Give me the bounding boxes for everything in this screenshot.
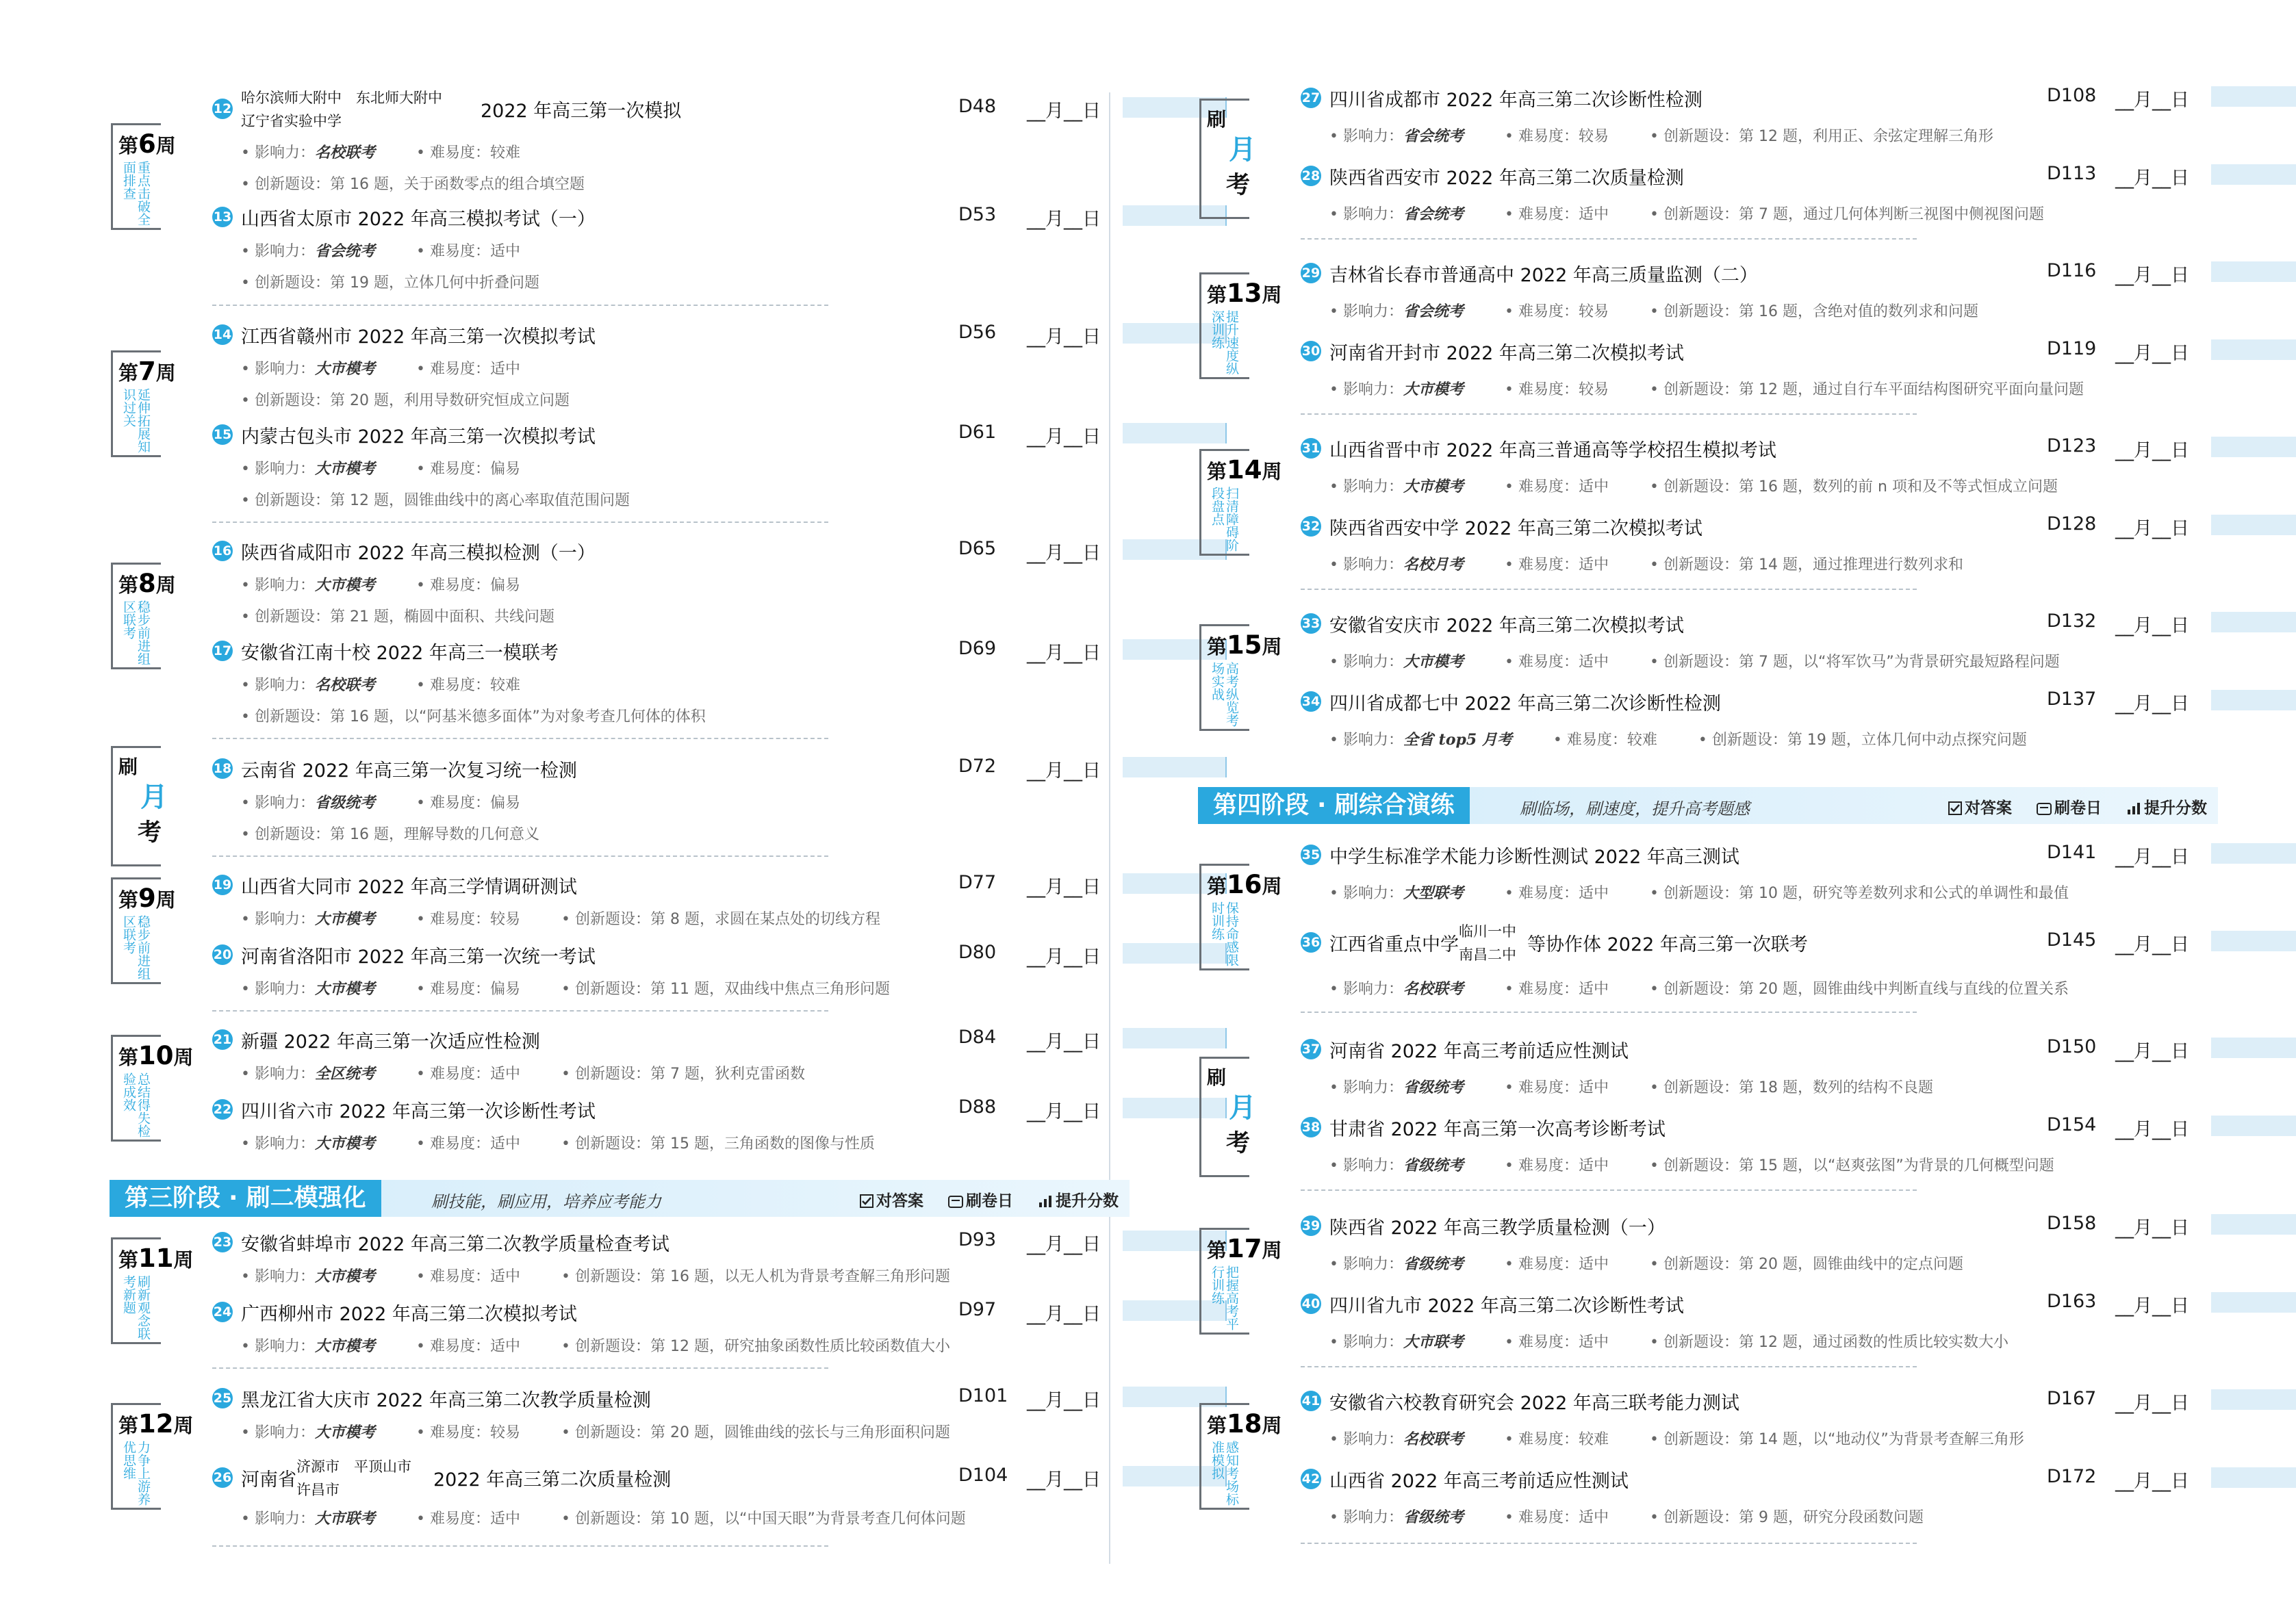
entry-title: 广西柳州市 2022 年高三第二次模拟考试 — [241, 1304, 577, 1325]
entry-number: 36 — [1301, 932, 1321, 953]
entry-page-code: D145 — [2047, 929, 2097, 951]
score-box[interactable] — [2211, 515, 2296, 535]
entry-title: 甘肃省 2022 年高三第一次高考诊断考试 — [1329, 1119, 1666, 1140]
week-17-label: 第17周 把握高考平行训练 — [1199, 1228, 1249, 1335]
divider — [1301, 1012, 1917, 1013]
entry-number: 19 — [212, 875, 233, 895]
week-11-label: 第11周 刷新观念联考新题 — [111, 1237, 161, 1344]
entry-page-code: D97 — [958, 1299, 997, 1320]
entry-meta: • 影响力：大市模考 • 难易度：适中 • 创新题设：第 16 题，数列的前 n 项和及不等式恒成立问题 — [1329, 478, 2058, 495]
check-answers-button[interactable]: 对答案 — [860, 1192, 923, 1210]
score-box[interactable] — [2211, 612, 2296, 632]
entry-meta: • 影响力：省级统考 • 难易度：适中 • 创新题设：第 20 题，圆锥曲线中的定点问题 — [1329, 1255, 1964, 1273]
week-12-label: 第12周 力争上游养优思维 — [111, 1403, 161, 1510]
entry-date: __月__日 — [1027, 1304, 1101, 1325]
entry-meta: • 影响力：省会统考 • 难易度：较易 • 创新题设：第 16 题，含绝对值的数列求和问题 — [1329, 302, 1979, 320]
entry-meta: • 影响力：大市模考 • 难易度：适中 • 创新题设：第 15 题，三角函数的图像与性质 — [241, 1135, 876, 1153]
entry-page-code: D104 — [958, 1465, 1008, 1486]
entry-date: __月__日 — [1027, 1390, 1101, 1411]
entry-number: 25 — [212, 1388, 233, 1408]
entry-page-code: D53 — [958, 204, 997, 225]
divider — [212, 1367, 828, 1369]
entry-meta: • 影响力：大市模考 • 难易度：较易 • 创新题设：第 8 题，求圆在某点处的切线方程 — [241, 910, 881, 928]
entry-meta: • 影响力：名校联考 • 难易度：较难 — [241, 144, 521, 162]
entry-title: 四川省成都市 2022 年高三第二次诊断性检测 — [1329, 90, 1702, 111]
entry-title: 陕西省西安中学 2022 年高三第二次模拟考试 — [1329, 518, 1702, 539]
entry-meta: • 影响力：省级统考 • 难易度：偏易 — [241, 794, 521, 812]
entry-date: __月__日 — [2115, 1218, 2189, 1239]
entry-page-code: D132 — [2047, 610, 2097, 632]
entry-page-code: D69 — [958, 638, 997, 659]
entry-page-code: D108 — [2047, 85, 2097, 106]
week-10-label: 第10周 总结得失检验成效 — [111, 1035, 161, 1142]
divider — [212, 738, 828, 739]
entry-title: 新疆 2022 年高三第一次适应性检测 — [241, 1031, 540, 1053]
divider — [1301, 1366, 1917, 1367]
entry-meta: • 影响力：大市联考 • 难易度：适中 • 创新题设：第 12 题，通过函数的性质比较实数大小 — [1329, 1333, 2009, 1351]
calendar-icon — [2037, 801, 2052, 815]
entry-innovation: • 创新题设：第 20 题，利用导数研究恒成立问题 — [241, 392, 570, 409]
divider — [212, 522, 828, 523]
entry-innovation: • 创新题设：第 16 题，理解导数的几何意义 — [241, 826, 539, 843]
entry-page-code: D56 — [958, 322, 997, 343]
entry-page-code: D128 — [2047, 513, 2097, 535]
right-column — [1191, 0, 2225, 1622]
entry-number: 40 — [1301, 1293, 1321, 1314]
entry-page-code: D172 — [2047, 1466, 2097, 1487]
bar-chart-icon — [2126, 801, 2141, 815]
score-box[interactable] — [2211, 1214, 2296, 1235]
entry-date: __月__日 — [2115, 847, 2189, 868]
entry-meta: • 影响力：省会统考 • 难易度：适中 • 创新题设：第 7 题，通过几何体判断三视图中侧视图问题 — [1329, 205, 2045, 223]
entry-meta: • 影响力：大市模考 • 难易度：适中 • 创新题设：第 12 题，研究抽象函数性质比较函数值大小 — [241, 1337, 951, 1355]
entry-meta: • 影响力：大市模考 • 难易度：较易 • 创新题设：第 12 题，通过自行车平面结构图研究平面向量问题 — [1329, 381, 2084, 398]
score-box[interactable] — [2211, 843, 2296, 864]
exam-day-button[interactable]: 刷卷日 — [2037, 799, 2102, 817]
column-divider — [1109, 92, 1110, 1564]
score-box[interactable] — [2211, 1116, 2296, 1136]
entry-number: 22 — [212, 1099, 233, 1120]
entry-innovation: • 创新题设：第 21 题，椭圆中面积、共线问题 — [241, 608, 554, 626]
entry-title: 中学生标准学术能力诊断性测试 2022 年高三测试 — [1329, 847, 1739, 868]
entry-meta: • 影响力：省会统考 • 难易度：较易 • 创新题设：第 12 题，利用正、余弦定理解三角形 — [1329, 127, 1994, 145]
entry-number: 38 — [1301, 1117, 1321, 1137]
entry-date: __月__日 — [1027, 643, 1101, 664]
entry-date: __月__日 — [1027, 426, 1101, 448]
entry-title: 内蒙古包头市 2022 年高三第一次模拟考试 — [241, 426, 596, 448]
divider — [1301, 413, 1917, 415]
entry-meta: • 影响力：大市模考 • 难易度：偏易 — [241, 576, 521, 594]
entry-title: 安徽省蚌埠市 2022 年高三第二次教学质量检查考试 — [241, 1234, 669, 1255]
entry-title: 四川省成都七中 2022 年高三第二次诊断性检测 — [1329, 693, 1721, 715]
entry-meta: • 影响力：大市模考 • 难易度：适中 — [241, 360, 521, 378]
entry-number: 42 — [1301, 1469, 1321, 1489]
week-7-label: 第7周 延伸拓展知识过关 — [111, 350, 161, 457]
entry-title: 陕西省 2022 年高三教学质量检测（一） — [1329, 1218, 1666, 1239]
entry-page-code: D101 — [958, 1385, 1008, 1406]
entry-title: 河南省 2022 年高三考前适应性测试 — [1329, 1041, 1629, 1062]
check-answers-button[interactable]: 对答案 — [1948, 799, 2012, 817]
entry-number: 23 — [212, 1232, 233, 1252]
entry-date: __月__日 — [2115, 265, 2189, 286]
entry-number: 27 — [1301, 88, 1321, 108]
entry-title: 河南省开封市 2022 年高三第二次模拟考试 — [1329, 343, 1684, 364]
entry-number: 30 — [1301, 341, 1321, 361]
entry-meta: • 影响力：省会统考 • 难易度：适中 — [241, 242, 521, 260]
entry-date: __月__日 — [2115, 90, 2189, 111]
entry-page-code: D65 — [958, 538, 997, 559]
stage-3-banner — [110, 1180, 1130, 1217]
entry-page-code: D80 — [958, 942, 997, 963]
entry-number: 39 — [1301, 1215, 1321, 1236]
entry-title: 陕西省咸阳市 2022 年高三模拟检测（一） — [241, 543, 596, 564]
entry-title: 安徽省江南十校 2022 年高三一模联考 — [241, 643, 559, 664]
entry-number: 18 — [212, 758, 233, 779]
week-14-label: 第14周 扫清障碍阶段盘点 — [1199, 449, 1249, 556]
entry-page-code: D158 — [2047, 1213, 2097, 1234]
checkbox-icon — [1948, 801, 1962, 815]
entry-date: __月__日 — [1027, 1101, 1101, 1122]
entry-number: 35 — [1301, 845, 1321, 865]
entry-title: 吉林省长春市普通高中 2022 年高三质量监测（二） — [1329, 265, 1758, 286]
entry-date: __月__日 — [2115, 1393, 2189, 1414]
entry-meta: • 影响力：省级统考 • 难易度：适中 • 创新题设：第 9 题，研究分段函数问题 — [1329, 1508, 1924, 1526]
entry-number: 20 — [212, 944, 233, 965]
entry-title: 河南省 济源市 平顶山市 许昌市 2022 年高三第二次质量检测 — [241, 1458, 672, 1498]
entry-number: 37 — [1301, 1039, 1321, 1059]
stage-motto: 刷临场，刷速度，提升高考题感 — [1520, 799, 1750, 819]
entry-meta: • 影响力：大市模考 • 难易度：较易 • 创新题设：第 20 题，圆锥曲线的弦长与三角形面积问题 — [241, 1424, 951, 1441]
score-box[interactable] — [2211, 931, 2296, 951]
entry-number: 13 — [212, 207, 233, 227]
entry-page-code: D116 — [2047, 260, 2097, 281]
monthly-exam-label: 刷 月 考 — [1199, 99, 1249, 219]
entry-date: __月__日 — [1027, 760, 1101, 782]
entry-meta: • 影响力：大市模考 • 难易度：偏易 • 创新题设：第 11 题，双曲线中焦点三角形问题 — [241, 980, 891, 998]
entry-page-code: D61 — [958, 422, 997, 443]
entry-meta: • 影响力：大市模考 • 难易度：偏易 — [241, 460, 521, 478]
entry-date: __月__日 — [2115, 440, 2189, 461]
score-box[interactable] — [2211, 1389, 2296, 1410]
entry-number: 34 — [1301, 691, 1321, 712]
entry-meta: • 影响力：大市模考 • 难易度：适中 • 创新题设：第 7 题，以“将军饮马”为背景研究最短路程问题 — [1329, 653, 2060, 671]
entry-page-code: D141 — [2047, 842, 2097, 863]
entry-date: __月__日 — [1027, 877, 1101, 898]
entry-page-code: D119 — [2047, 338, 2097, 359]
entry-title: 山西省大同市 2022 年高三学情调研测试 — [241, 877, 577, 898]
entry-page-code: D113 — [2047, 163, 2097, 184]
score-up-button[interactable]: 提升分数 — [1038, 1192, 1119, 1210]
divider — [212, 305, 828, 306]
stage-motto: 刷技能，刷应用，培养应考能力 — [431, 1192, 661, 1211]
calendar-icon — [948, 1194, 963, 1208]
entry-date: __月__日 — [2115, 1041, 2189, 1062]
entry-number: 31 — [1301, 438, 1321, 459]
divider — [212, 1010, 828, 1012]
week-16-label: 第16周 保持命感限时训练 — [1199, 864, 1249, 970]
entry-meta: • 影响力：省级统考 • 难易度：适中 • 创新题设：第 18 题，数列的结构不良题 — [1329, 1079, 1934, 1096]
stage-4-banner — [1198, 787, 2218, 824]
entry-page-code: D150 — [2047, 1036, 2097, 1057]
entry-title: 江西省赣州市 2022 年高三第一次模拟考试 — [241, 326, 596, 348]
left-column — [103, 0, 1136, 1622]
entry-date: __月__日 — [2115, 934, 2189, 955]
monthly-exam-label: 刷 月 考 — [111, 746, 161, 866]
entry-date: __月__日 — [2115, 1119, 2189, 1140]
entry-innovation: • 创新题设：第 19 题，立体几何中折叠问题 — [241, 274, 539, 292]
stage-title: 第四阶段 · 刷综合演练 — [1198, 787, 1470, 824]
week-15-label: 第15周 高考纵览考场实战 — [1199, 624, 1249, 731]
entry-date: __月__日 — [2115, 518, 2189, 539]
entry-number: 32 — [1301, 516, 1321, 537]
entry-title: 山西省晋中市 2022 年高三普通高等学校招生模拟考试 — [1329, 440, 1776, 461]
entry-number: 28 — [1301, 166, 1321, 186]
entry-meta: • 影响力：名校月考 • 难易度：适中 • 创新题设：第 14 题，通过推理进行数列求和 — [1329, 556, 1964, 574]
week-6-label: 第6周 重点击破全面排查 — [111, 123, 161, 230]
divider — [1301, 238, 1917, 240]
entry-number: 12 — [212, 99, 233, 119]
entry-date: __月__日 — [2115, 343, 2189, 364]
entry-page-code: D167 — [2047, 1388, 2097, 1409]
entry-page-code: D137 — [2047, 688, 2097, 710]
week-9-label: 第9周 稳步前进组区联考 — [111, 877, 161, 984]
entry-date: __月__日 — [1027, 947, 1101, 968]
entry-title: 陕西省西安市 2022 年高三第二次质量检测 — [1329, 168, 1684, 189]
entry-date: __月__日 — [2115, 693, 2189, 715]
entry-meta: • 影响力：名校联考 • 难易度：较难 • 创新题设：第 14 题，以“地动仪”为背景考查解三角形 — [1329, 1430, 2024, 1448]
score-box[interactable] — [2211, 690, 2296, 710]
entry-meta: • 影响力：全省 top5 月考 • 难易度：较难 • 创新题设：第 19 题，立体几何中动点探究问题 — [1329, 731, 2027, 749]
score-box[interactable] — [2211, 437, 2296, 457]
entry-date: __月__日 — [1027, 1469, 1101, 1491]
score-box[interactable] — [2211, 1038, 2296, 1058]
score-box[interactable] — [2211, 261, 2296, 282]
score-box[interactable] — [2211, 339, 2296, 360]
entry-page-code: D93 — [958, 1229, 997, 1250]
entry-date: __月__日 — [2115, 168, 2189, 189]
score-box[interactable] — [2211, 1467, 2296, 1488]
entry-title: 安徽省安庆市 2022 年高三第二次模拟考试 — [1329, 615, 1684, 636]
entry-title: 黑龙江省大庆市 2022 年高三第二次教学质量检测 — [241, 1390, 651, 1411]
score-box[interactable] — [2211, 1292, 2296, 1313]
entry-title: 哈尔滨师大附中 东北师大附中 辽宁省实验中学 2022 年高三第一次模拟 — [241, 89, 682, 129]
entry-page-code: D48 — [958, 96, 997, 117]
entry-page-code: D163 — [2047, 1291, 2097, 1312]
entry-meta: • 影响力：大型联考 • 难易度：适中 • 创新题设：第 10 题，研究等差数列求和公式的单调性和最值 — [1329, 884, 2069, 902]
entry-page-code: D77 — [958, 872, 997, 893]
entry-innovation: • 创新题设：第 12 题，圆锥曲线中的离心率取值范围问题 — [241, 492, 630, 509]
entry-date: __月__日 — [1027, 209, 1101, 230]
entry-number: 26 — [212, 1467, 233, 1488]
entry-meta: • 影响力：大市联考 • 难易度：适中 • 创新题设：第 10 题，以“中国天眼”为背景考查几何体问题 — [241, 1510, 966, 1528]
score-box[interactable] — [2211, 164, 2296, 185]
entry-title: 江西省重点中学 临川一中 南昌二中 等协作体 2022 年高三第一次联考 — [1329, 923, 1808, 963]
entry-date: __月__日 — [1027, 1234, 1101, 1255]
week-18-label: 第18周 感知考场标准模拟 — [1199, 1403, 1249, 1510]
entry-number: 29 — [1301, 263, 1321, 283]
entry-number: 33 — [1301, 613, 1321, 634]
entry-date: __月__日 — [2115, 615, 2189, 636]
entry-date: __月__日 — [1027, 101, 1101, 122]
entry-date: __月__日 — [1027, 1031, 1101, 1053]
entry-page-code: D123 — [2047, 435, 2097, 456]
entry-innovation: • 创新题设：第 16 题，关于函数零点的组合填空题 — [241, 176, 585, 193]
entry-number: 21 — [212, 1029, 233, 1050]
entry-number: 24 — [212, 1302, 233, 1322]
entry-page-code: D88 — [958, 1096, 997, 1118]
divider — [212, 1545, 828, 1547]
entry-meta: • 影响力：大市模考 • 难易度：适中 • 创新题设：第 16 题，以无人机为背景考查解三角形问题 — [241, 1267, 951, 1285]
entry-title: 云南省 2022 年高三第一次复习统一检测 — [241, 760, 577, 782]
entry-date: __月__日 — [1027, 543, 1101, 564]
entry-page-code: D154 — [2047, 1114, 2097, 1135]
entry-date: __月__日 — [1027, 326, 1101, 348]
divider — [1301, 1543, 1917, 1544]
score-box[interactable] — [2211, 86, 2296, 107]
week-8-label: 第8周 稳步前进组区联考 — [111, 563, 161, 669]
entry-page-code: D72 — [958, 756, 997, 777]
entry-number: 14 — [212, 324, 233, 345]
entry-title: 山西省太原市 2022 年高三模拟考试（一） — [241, 209, 596, 230]
entry-date: __月__日 — [2115, 1296, 2189, 1317]
entry-page-code: D84 — [958, 1027, 997, 1048]
score-up-button[interactable]: 提升分数 — [2126, 799, 2207, 817]
divider — [1301, 1189, 1917, 1191]
entry-number: 15 — [212, 424, 233, 445]
entry-title: 安徽省六校教育研究会 2022 年高三联考能力测试 — [1329, 1393, 1739, 1414]
entry-date: __月__日 — [2115, 1471, 2189, 1492]
entry-title: 四川省九市 2022 年高三第二次诊断性考试 — [1329, 1296, 1684, 1317]
entry-number: 16 — [212, 541, 233, 561]
exam-day-button[interactable]: 刷卷日 — [948, 1192, 1013, 1210]
entry-title: 河南省洛阳市 2022 年高三第一次统一考试 — [241, 947, 596, 968]
entry-meta: • 影响力：全区统考 • 难易度：适中 • 创新题设：第 7 题，狄利克雷函数 — [241, 1065, 806, 1083]
entry-meta: • 影响力：名校联考 • 难易度：适中 • 创新题设：第 20 题，圆锥曲线中判断直线与直线的位置关系 — [1329, 980, 2069, 998]
checkbox-icon — [860, 1194, 873, 1208]
entry-number: 41 — [1301, 1391, 1321, 1411]
entry-title: 四川省六市 2022 年高三第一次诊断性考试 — [241, 1101, 596, 1122]
entry-innovation: • 创新题设：第 16 题，以“阿基米德多面体”为对象考查几何体的体积 — [241, 708, 706, 725]
divider — [1301, 589, 1917, 590]
entry-meta: • 影响力：省级统考 • 难易度：适中 • 创新题设：第 15 题，以“赵爽弦图”为背景的几何概型问题 — [1329, 1157, 2054, 1174]
week-13-label: 第13周 提升速度纵深训练 — [1199, 272, 1249, 379]
entry-title: 山西省 2022 年高三考前适应性测试 — [1329, 1471, 1629, 1492]
bar-chart-icon — [1038, 1194, 1053, 1208]
entry-meta: • 影响力：名校联考 • 难易度：较难 — [241, 676, 521, 694]
entry-number: 17 — [212, 641, 233, 661]
divider — [212, 855, 828, 857]
stage-title: 第三阶段 · 刷二模强化 — [110, 1180, 381, 1217]
monthly-exam-label: 刷 月 考 — [1199, 1057, 1249, 1177]
